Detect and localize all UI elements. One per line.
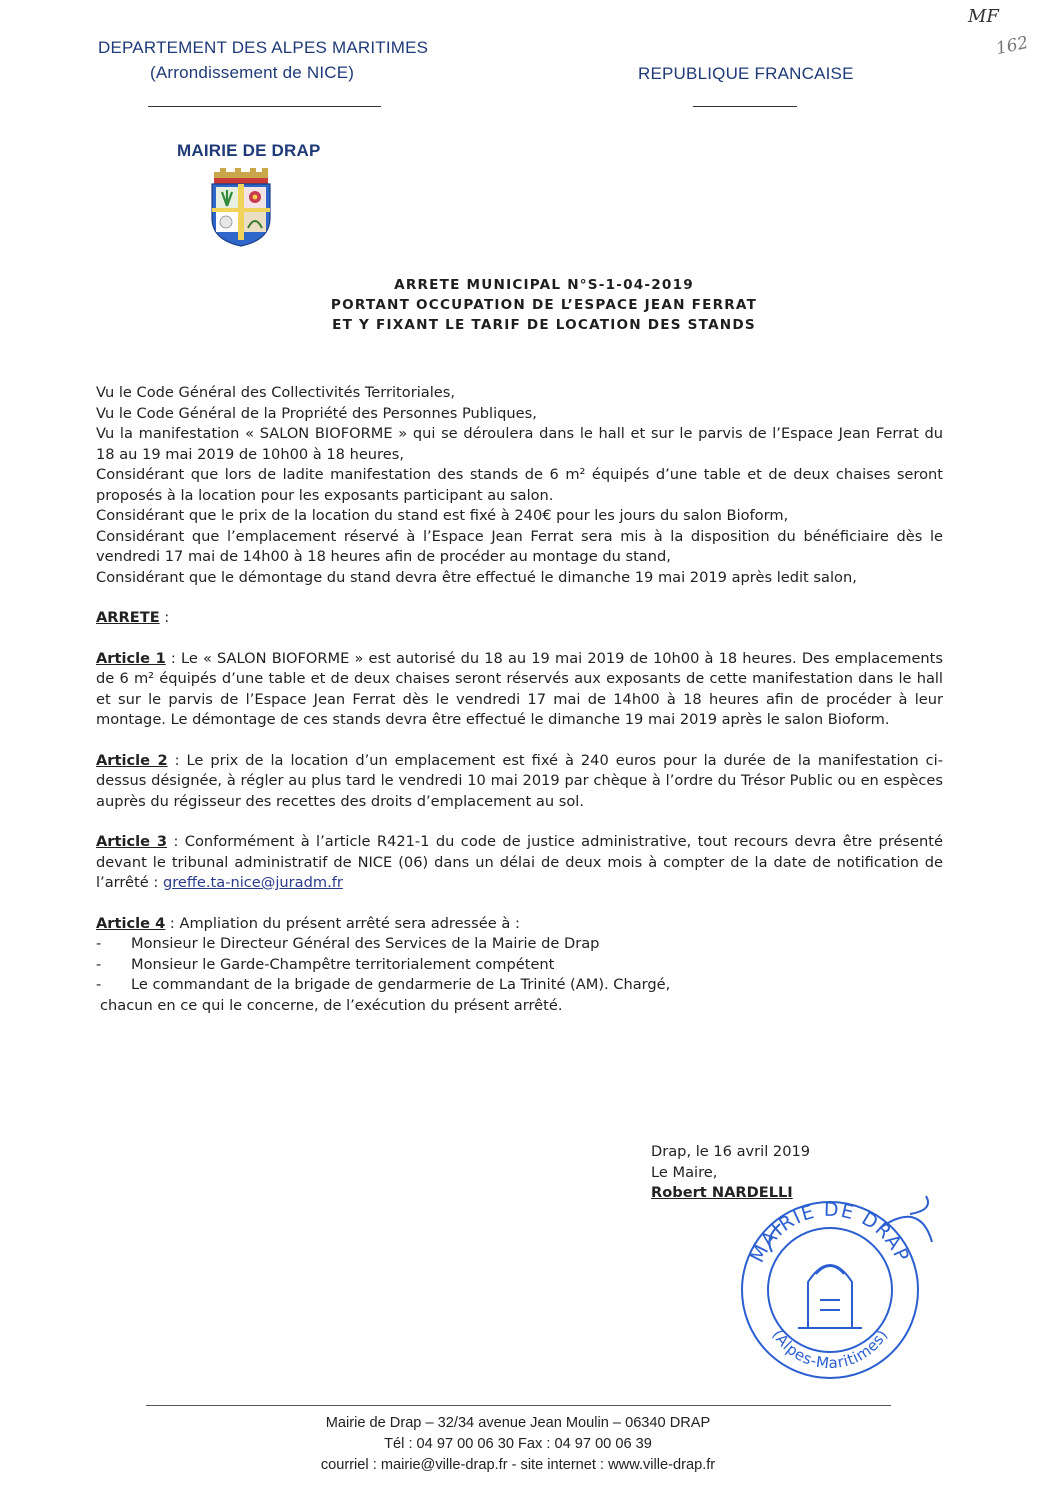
recipient-item (96, 955, 943, 976)
footer (0, 1413, 1036, 1476)
decree-title-line3: ET Y FIXANT LE TARIF DE LOCATION DES STANDS (332, 317, 756, 333)
dash-bullet: - (96, 955, 102, 973)
footer-rule (146, 1405, 891, 1406)
article-sep: : (167, 751, 187, 769)
republic-label: REPUBLIQUE FRANCAISE (638, 64, 854, 83)
preamble-line: Vu le Code Général de la Propriété des Personnes Publiques, (96, 404, 537, 422)
signature-name: Robert NARDELLI (651, 1184, 793, 1201)
preamble-line: Considérant que l’emplacement réservé à l’Espace Jean Ferrat sera mis à la disposition du bénéficiaire dès le vendredi 17 mai de 14h00 à 18 heures afin de procéder au montage du stand, (96, 527, 943, 565)
decree-body (96, 383, 943, 1016)
arrete-colon: : (159, 609, 170, 626)
preamble-line: Considérant que le démontage du stand devra être effectué le dimanche 19 mai 2019 après ledit salon, (96, 568, 857, 586)
header-right-rule (693, 106, 797, 107)
article-sep: : (165, 914, 180, 932)
recipient-text: Le commandant de la brigade de gendarmerie de La Trinité (AM). Chargé, (131, 976, 671, 993)
preamble-line: Considérant que le prix de la location du stand est fixé à 240€ pour les jours du salon Bioform, (96, 507, 789, 524)
decree-title-line2: PORTANT OCCUPATION DE L’ESPACE JEAN FERRAT (330, 297, 758, 313)
stamp-top-text: MAIRIE DE DRAP (746, 1198, 914, 1267)
signature-date: Drap, le 16 avril 2019 (651, 1143, 811, 1160)
decree-title-line1: ARRETE MUNICIPAL N°S-1-04-2019 (394, 277, 694, 293)
recipient-text: Monsieur le Directeur Général des Services de la Mairie de Drap (131, 935, 600, 952)
preamble (96, 383, 943, 588)
svg-text:MAIRIE DE DRAP (746, 1199, 913, 1266)
header-left-rule (148, 106, 381, 107)
article-4-text: Ampliation du présent arrêté sera adressée à : (179, 914, 520, 932)
article-3-text: Conformément à l’article R421-1 du code de justice administrative, tout recours devra être présenté devant le tribunal administratif de NICE (06) dans un délai de deux mois à compter de la date de notification de l’arrêté : (96, 833, 943, 891)
recipient-item (96, 975, 943, 996)
decree-title (0, 275, 1058, 335)
recipient-item (96, 934, 943, 955)
article-4 (96, 914, 943, 935)
recipient-text: Monsieur le Garde-Champêtre territorialement compétent (131, 955, 555, 973)
footer-contact: courriel : mairie@ville-drap.fr - site internet : www.ville-drap.fr (320, 1457, 716, 1473)
mairie-title: MAIRIE DE DRAP (177, 141, 321, 160)
stamp-bottom-text: (Alpes-Maritimes) (768, 1326, 892, 1373)
official-stamp (720, 1178, 960, 1388)
handwritten-number: 162 (994, 32, 1031, 60)
closing-line: chacun en ce qui le concerne, de l’exécution du présent arrêté. (100, 996, 563, 1014)
preamble-line: Vu le Code Général des Collectivités Territoriales, (96, 384, 455, 401)
article-1 (96, 649, 943, 731)
article-sep: : (165, 649, 181, 667)
article-2-text: Le prix de la location d’un emplacement est fixé à 240 euros pour la durée de la manifestation ci-dessus désignée, à régler au plus tard le vendredi 10 mai 2019 par chèque à l’ordre du Trésor Public ou en espèces auprès du régisseur des recettes des droits d’emplacement au sol. (96, 751, 943, 810)
article-3 (96, 832, 943, 894)
arrete-label: ARRETE (96, 609, 160, 626)
article-1-label: Article 1 (96, 649, 166, 667)
article-2 (96, 751, 943, 813)
coat-of-arms-logo (208, 166, 274, 248)
signature-role: Le Maire, (651, 1163, 718, 1181)
article-4-label: Article 4 (96, 914, 166, 932)
article-3-label: Article 3 (96, 833, 168, 850)
handwritten-initials: MF (968, 6, 999, 27)
arrondissement: (Arrondissement de NICE) (150, 63, 355, 82)
article-2-label: Article 2 (96, 751, 168, 769)
article-1-text: Le « SALON BIOFORME » est autorisé du 18 au 19 mai 2019 de 10h00 à 18 heures. Des emplacements de 6 m² équipés d’une table et de deux chaises seront réservés aux exposants de cette manifestation dans le hall et sur le parvis de l’Espace Jean Ferrat dès le vendredi 17 mai de 14h00 à 18 heures afin de procéder à leur montage. Le démontage de ces stands devra être effectué le dimanche 19 mai 2019 après le salon Bioform. (96, 649, 943, 728)
arrete-heading (96, 608, 943, 629)
article-sep: : (167, 833, 185, 850)
footer-phone: Tél : 04 97 00 06 30 Fax : 04 97 00 06 39 (384, 1436, 652, 1452)
department-name: DEPARTEMENT DES ALPES MARITIMES (98, 38, 429, 57)
footer-address: Mairie de Drap – 32/34 avenue Jean Moulin – 06340 DRAP (325, 1415, 711, 1431)
recipients-list (96, 934, 943, 996)
preamble-line: Considérant que lors de ladite manifestation des stands de 6 m² équipés d’une table et de deux chaises seront proposés à la location pour les exposants participant au salon. (96, 466, 943, 504)
svg-text:(Alpes-Maritimes) (769, 1326, 892, 1372)
dash-bullet: - (96, 976, 102, 993)
preamble-line: Vu la manifestation « SALON BIOFORME » qui se déroulera dans le hall et sur le parvis de l’Espace Jean Ferrat du 18 au 19 mai 2019 de 10h00 à 18 heures, (96, 425, 943, 463)
dash-bullet: - (96, 935, 102, 952)
greffe-email-link[interactable]: greffe.ta-nice@juradm.fr (162, 874, 343, 891)
